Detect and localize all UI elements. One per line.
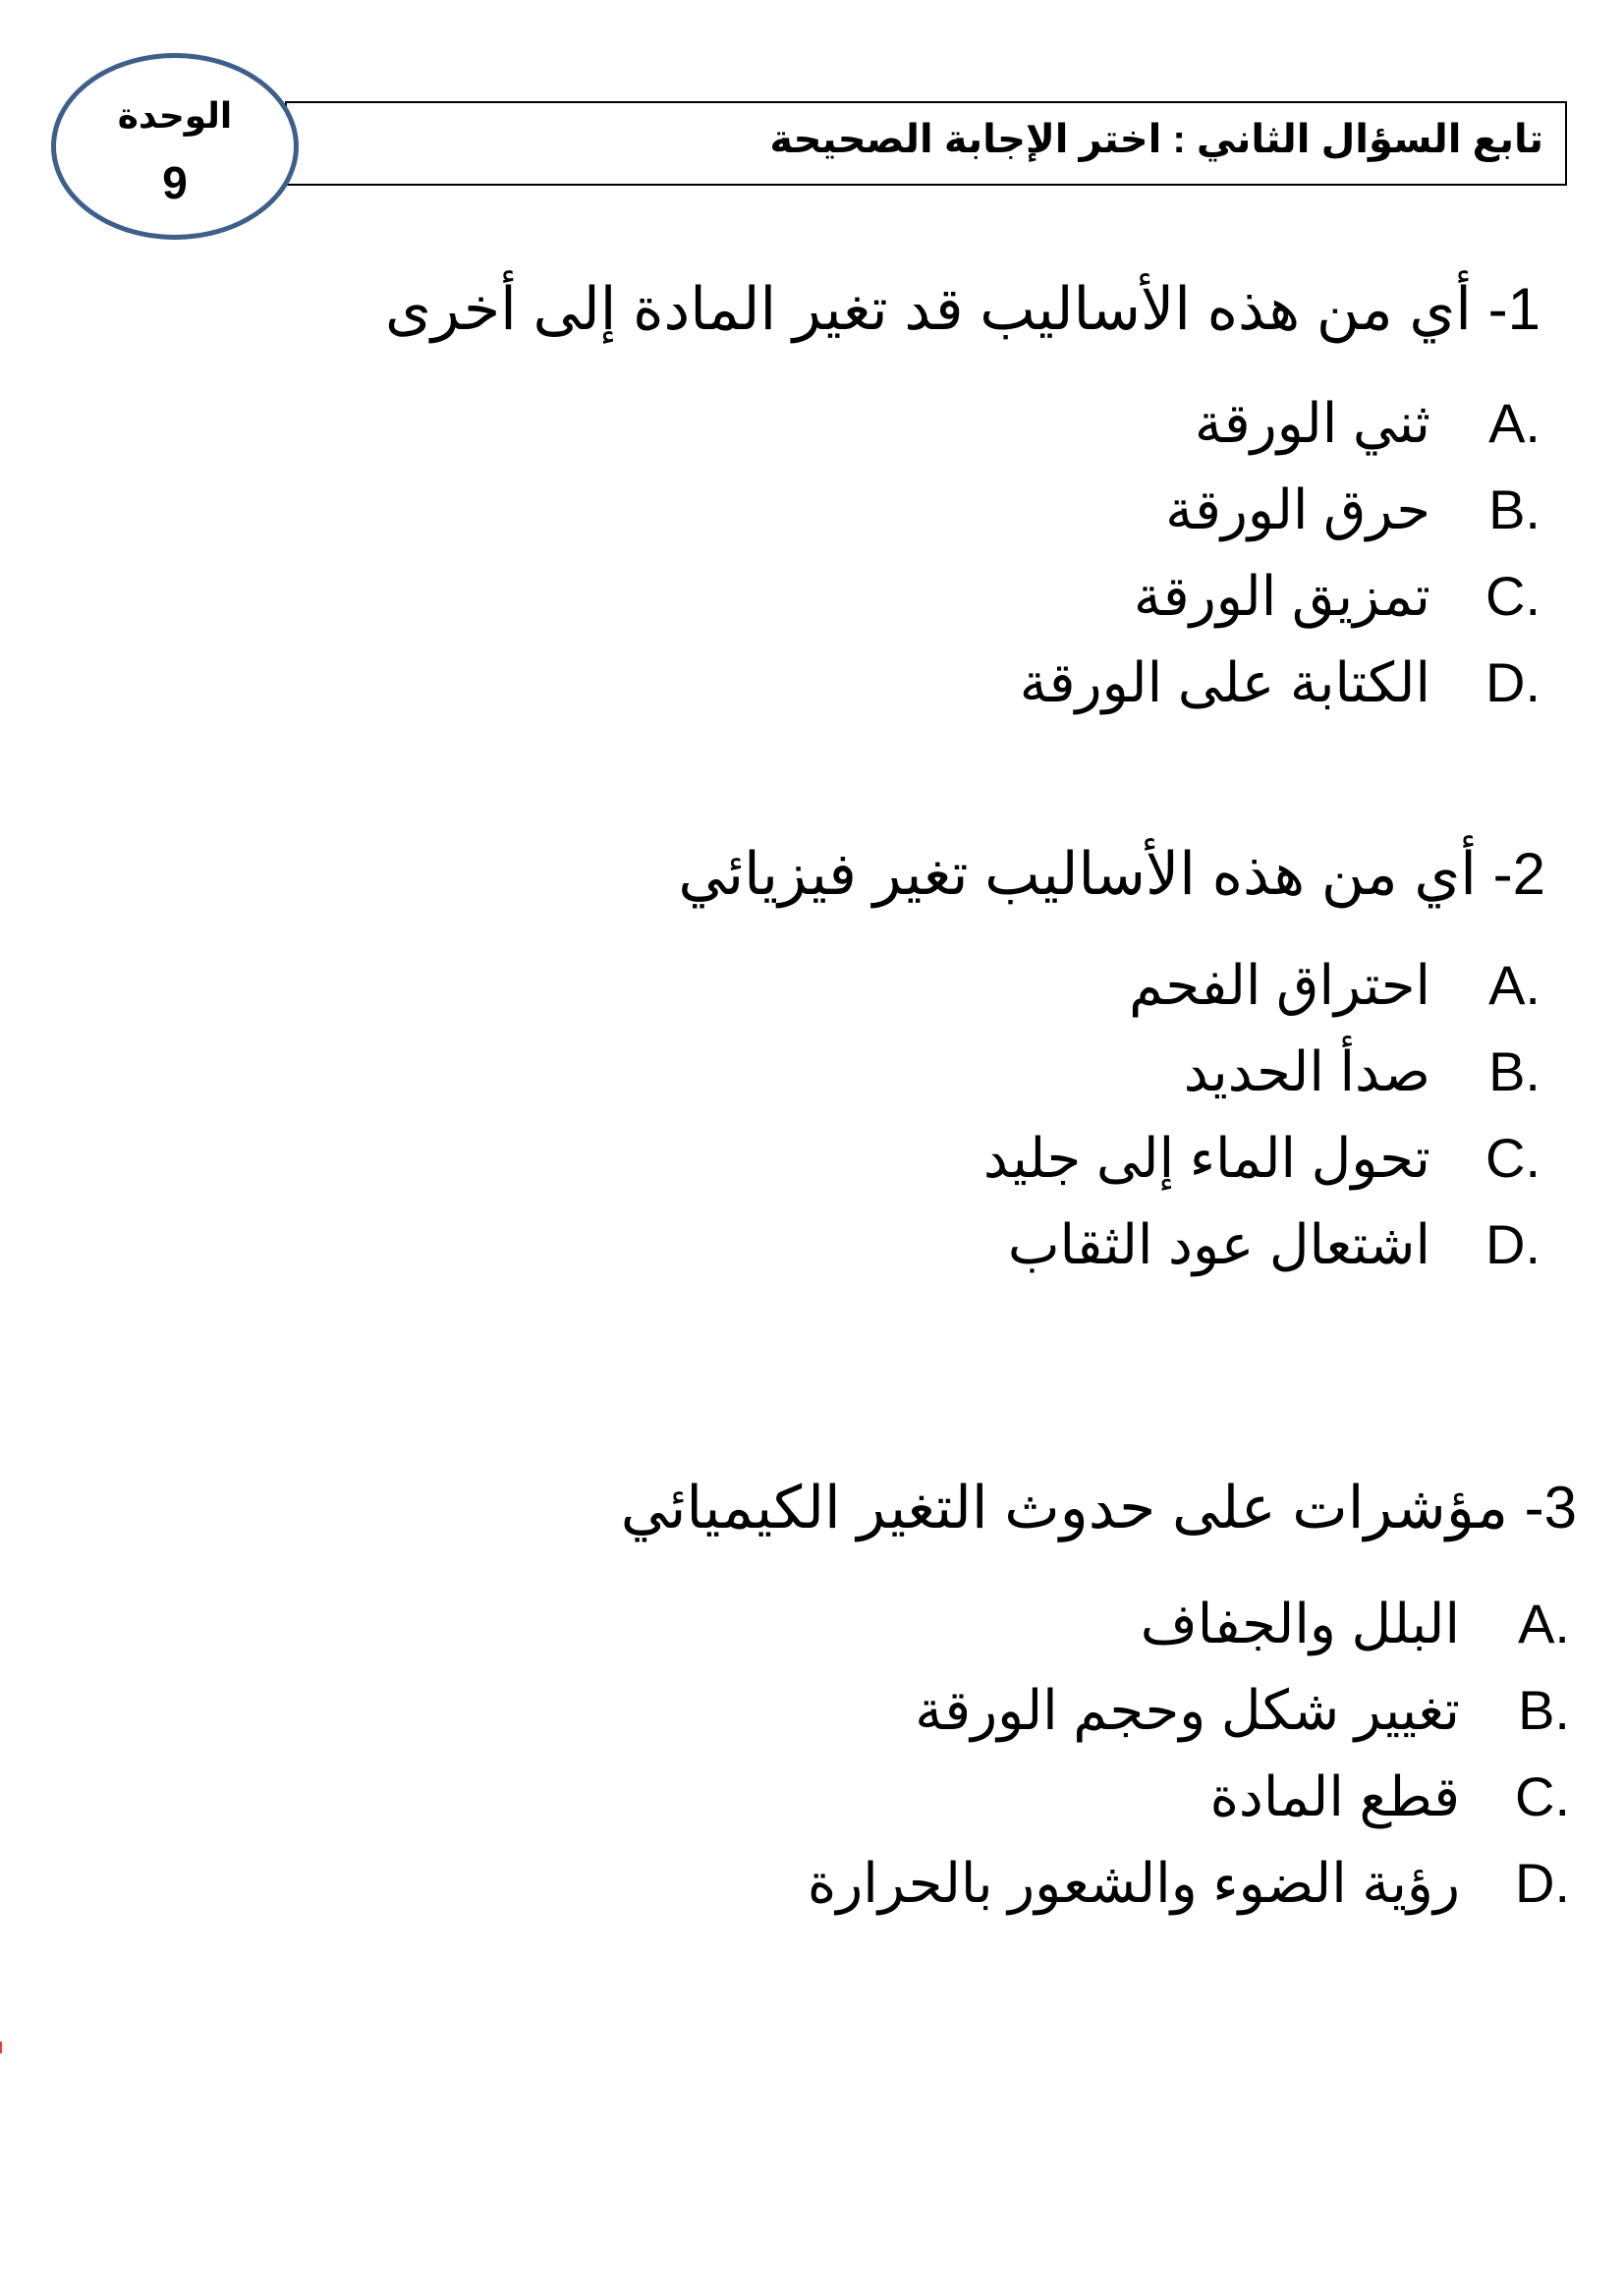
option-letter: A.: [1488, 954, 1540, 1016]
option-text: قطع المادة: [1209, 1765, 1460, 1827]
option-1c[interactable]: [755, 565, 1540, 632]
option-text: تغيير شكل وحجم الورقة: [915, 1679, 1460, 1741]
unit-number: 9: [162, 157, 188, 208]
margin-mark: [0, 2042, 2, 2053]
option-letter: D.: [1515, 1852, 1570, 1914]
option-1b[interactable]: [755, 478, 1540, 545]
option-text: البلل والجفاف: [1140, 1593, 1460, 1654]
option-text: تحول الماء إلى جليد: [982, 1127, 1430, 1189]
option-letter: D.: [1485, 651, 1540, 713]
option-text: احتراق الفحم: [1129, 954, 1430, 1016]
question-2: [678, 841, 1545, 907]
option-letter: B.: [1488, 1040, 1540, 1102]
option-text: رؤية الضوء والشعور بالحرارة: [807, 1852, 1460, 1914]
option-2d[interactable]: [755, 1213, 1540, 1280]
option-3d[interactable]: [686, 1852, 1570, 1919]
option-letter: A.: [1488, 392, 1540, 454]
option-3a[interactable]: [686, 1593, 1570, 1659]
option-letter: B.: [1518, 1679, 1570, 1741]
option-letter: A.: [1518, 1593, 1570, 1654]
question-text: أي من هذه الأساليب تغير فيزيائي: [678, 841, 1477, 907]
header-box: [285, 101, 1567, 186]
option-letter: C.: [1485, 565, 1540, 627]
option-text: الكتابة على الورقة: [1019, 651, 1430, 713]
option-letter: C.: [1515, 1765, 1570, 1827]
unit-label: الوحدة: [117, 95, 233, 136]
header-title: تابع السؤال الثاني : اختر الإجابة الصحيحة: [769, 118, 1543, 161]
option-3c[interactable]: [686, 1765, 1570, 1832]
option-2b[interactable]: [755, 1040, 1540, 1107]
option-2a[interactable]: [755, 954, 1540, 1021]
unit-badge: [51, 53, 299, 240]
option-1a[interactable]: [755, 392, 1540, 459]
option-3b[interactable]: [686, 1679, 1570, 1746]
option-letter: C.: [1485, 1127, 1540, 1189]
question-number: 2-: [1492, 841, 1545, 907]
question-number: 3-: [1524, 1475, 1577, 1540]
option-letter: D.: [1485, 1213, 1540, 1275]
question-text: أي من هذه الأساليب قد تغير المادة إلى أخرى: [384, 276, 1472, 342]
option-text: اشتعال عود الثقاب: [1007, 1213, 1430, 1275]
option-2c[interactable]: [755, 1127, 1540, 1194]
option-text: صدأ الحديد: [1183, 1040, 1430, 1102]
option-letter: B.: [1488, 478, 1540, 540]
question-text: مؤشرات على حدوث التغير الكيميائي: [620, 1475, 1508, 1540]
question-3: [620, 1475, 1577, 1540]
option-1d[interactable]: [755, 651, 1540, 718]
option-text: حرق الورقة: [1165, 478, 1430, 540]
question-1: [384, 276, 1540, 342]
option-text: ثني الورقة: [1194, 392, 1430, 454]
question-number: 1-: [1487, 276, 1540, 342]
option-text: تمزيق الورقة: [1133, 565, 1430, 627]
